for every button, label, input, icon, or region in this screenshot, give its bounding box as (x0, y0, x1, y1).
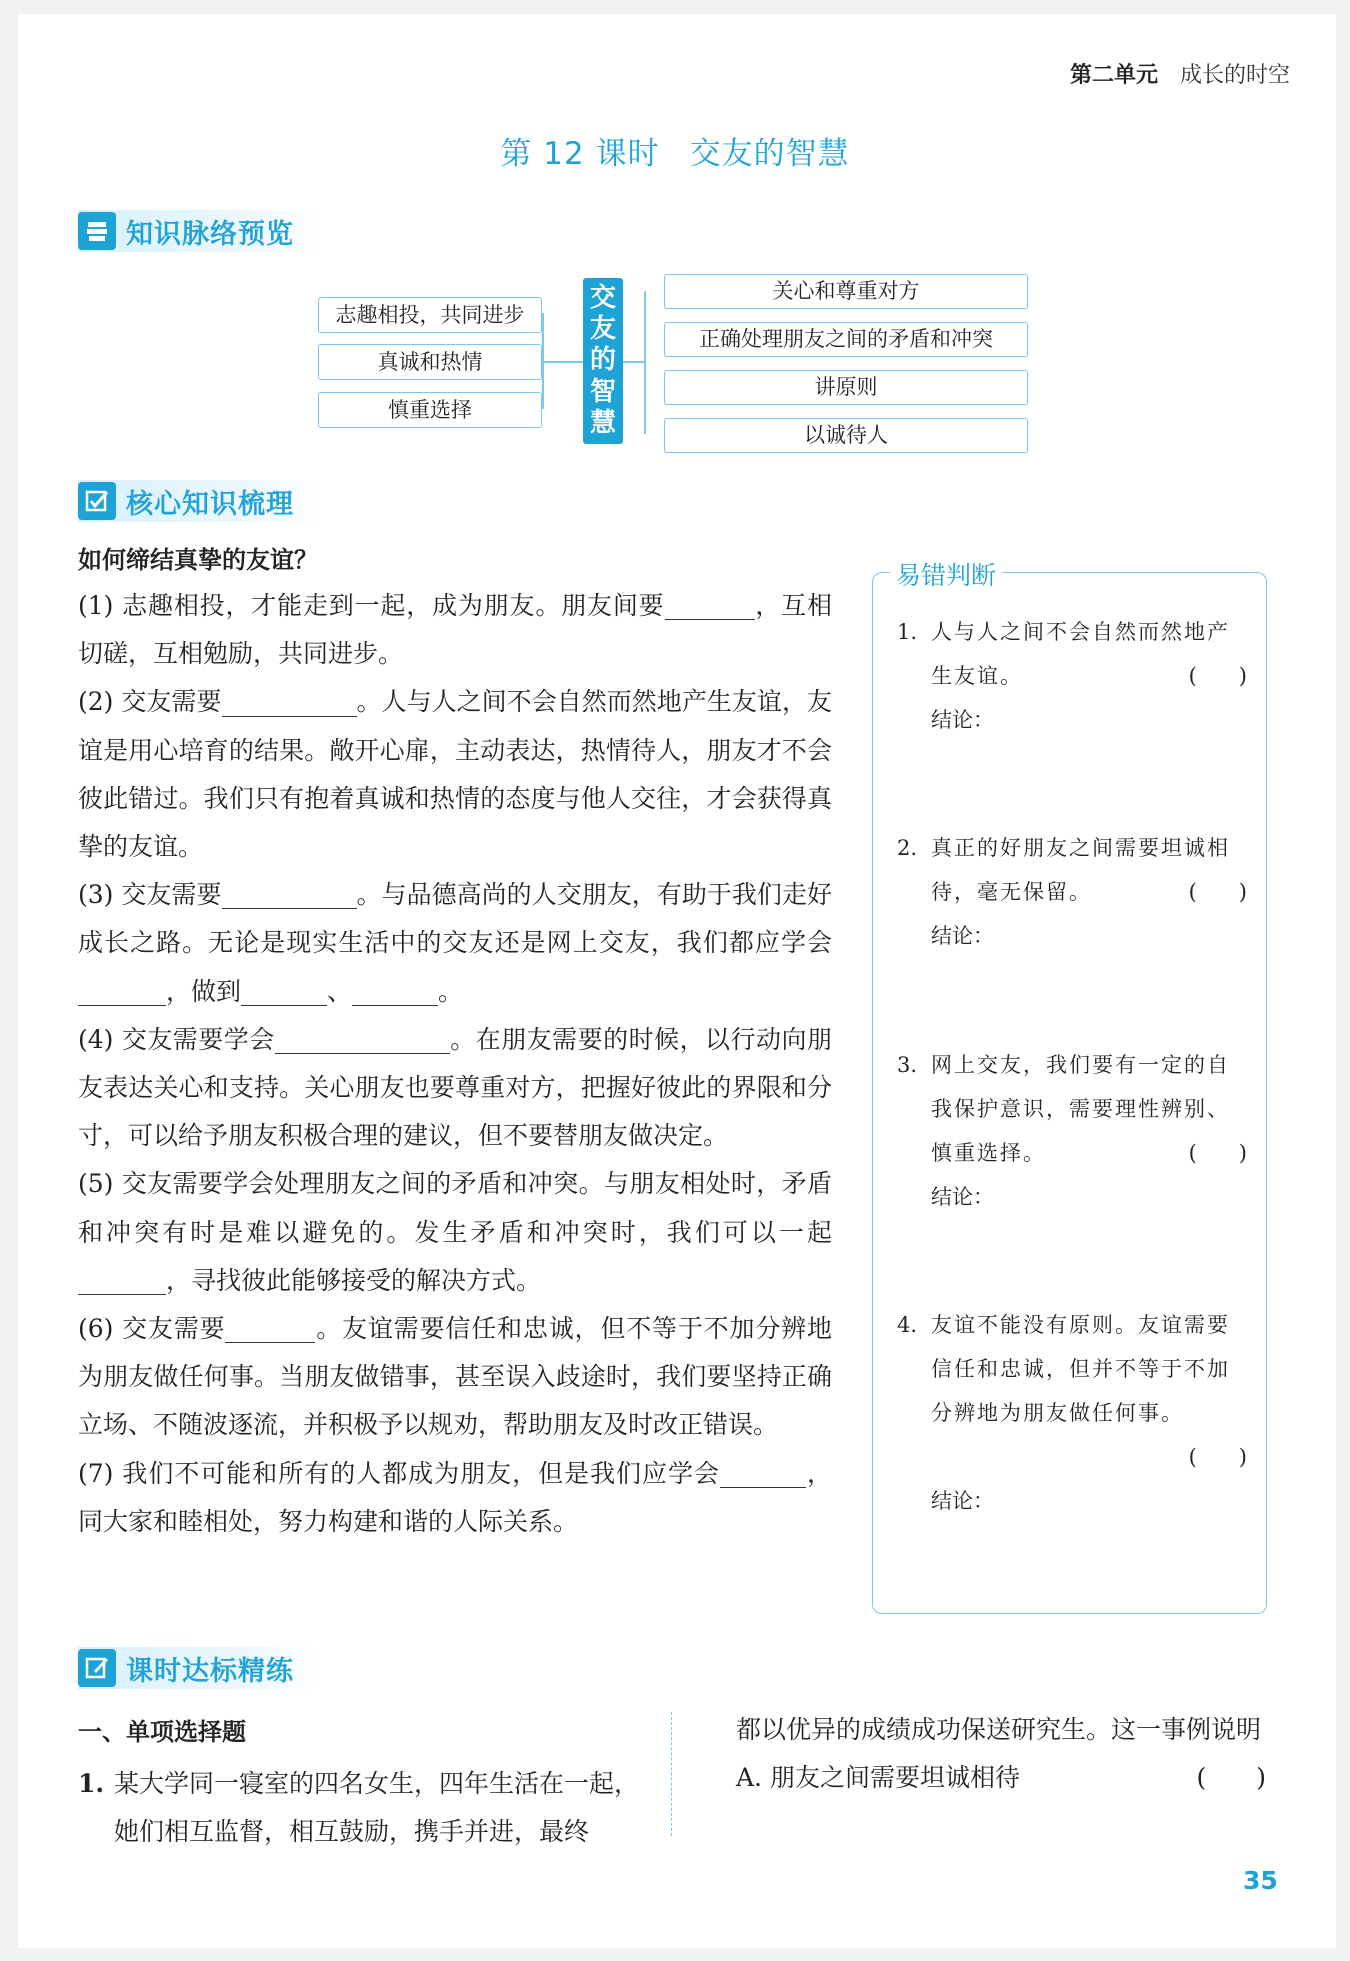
column-divider (671, 1712, 672, 1836)
connector (623, 361, 644, 363)
question-title: 如何缔结真挚的友谊？ (78, 546, 318, 574)
answer-parens[interactable]: ( ) (1188, 1141, 1247, 1165)
question-1: 1. 某大学同一寝室的四名女生，四年生活在一起，她们相互监督，相互鼓励，携手并进，最终 (78, 1769, 640, 1846)
fill-blank[interactable] (78, 979, 166, 1006)
lesson-number: 第 12 课时 (500, 136, 660, 172)
unit-number: 第二单元 (1069, 63, 1158, 88)
section-title: 知识脉络预览 (126, 218, 294, 250)
fill-blank[interactable] (665, 593, 755, 620)
paragraph-3: (3) 交友需要 。与品德高尚的人交朋友，有助于我们走好成长之路。无论是现实生活中的交友还是网上交友，我们都应学会，做到 、 。 (78, 880, 832, 1006)
connector (542, 361, 583, 363)
section-title: 课时达标精练 (126, 1655, 294, 1687)
mindmap-right-node: 正确处理朋友之间的矛盾和冲突 (664, 322, 1028, 357)
option-a[interactable]: A. 朋友之间需要坦诚相待 (736, 1763, 1020, 1792)
fill-blank[interactable] (78, 1268, 166, 1295)
error-item: 2. 真正的好朋友之间需要坦诚相待，毫无保留。 ( ) 结论： (897, 826, 1247, 958)
page-number: 35 (1243, 1866, 1278, 1895)
question-type-heading: 一、单项选择题 (78, 1718, 246, 1746)
paragraph-1: (1) 志趣相投，才能走到一起，成为朋友。朋友间要 ，互相切磋，互相勉励，共同进步。 (78, 591, 832, 669)
fill-blank[interactable] (352, 979, 438, 1006)
section-practice (78, 1647, 324, 1689)
mindmap-right-node: 以诚待人 (664, 418, 1028, 453)
mindmap-left-node: 真诚和热情 (318, 344, 542, 380)
mindmap-center: 交 友 的 智 慧 (583, 278, 623, 444)
error-item: 1. 人与人之间不会自然而然地产生友谊。 ( ) 结论： (897, 610, 1247, 742)
error-judgement-title: 易错判断 (890, 556, 1002, 592)
fill-blank[interactable] (225, 1316, 315, 1343)
section-preview (78, 210, 324, 252)
conclusion-label: 结论： (931, 1489, 994, 1513)
books-icon (78, 212, 116, 250)
fill-blank[interactable] (222, 689, 357, 716)
section-core (78, 480, 324, 522)
answer-parens[interactable]: ( ) (1196, 1763, 1266, 1792)
paragraph-6: (6) 交友需要 。友谊需要信任和忠诚，但不等于不加分辨地为朋友做任何事。当朋友做错事，甚至误入歧途时，我们要坚持正确立场、不随波逐流，并积极予以规劝，帮助朋友及时改正错误。 (78, 1314, 832, 1440)
checkbox-icon (78, 482, 116, 520)
conclusion-label: 结论： (931, 708, 994, 732)
fill-blank[interactable] (275, 1027, 450, 1054)
error-item: 4. 友谊不能没有原则。友谊需要信任和忠诚，但并不等于不加分辨地为朋友做任何事。 ( ) 结论： (897, 1303, 1247, 1523)
question-1-continued: 都以优异的成绩成功保送研究生。这一事例说明 ( ) A. 朋友之间需要坦诚相待 (736, 1706, 1266, 1802)
error-item: 3. 网上交友，我们要有一定的自我保护意识，需要理性辨别、慎重选择。 ( ) 结论： (897, 1043, 1247, 1219)
fill-blank[interactable] (720, 1461, 806, 1488)
paragraph-4: (4) 交友需要学会 。在朋友需要的时候，以行动向朋友表达关心和支持。关心朋友也要尊重对方，把握好彼此的界限和分寸，可以给予朋友积极合理的建议，但不要替朋友做决定。 (78, 1024, 832, 1151)
paragraph-2: (2) 交友需要 。人与人之间不会自然而然地产生友谊，友谊是用心培育的结果。敞开心扉，主动表达，热情待人，朋友才不会彼此错过。我们只有抱着真诚和热情的态度与他人交往，才会获得真挚的友谊。 (78, 687, 832, 862)
lesson-title (0, 128, 1350, 173)
unit-header (1070, 58, 1290, 89)
paragraph-7: (7) 我们不可能和所有的人都成为朋友，但是我们应学会 ，同大家和睦相处，努力构建和谐的人际关系。 (78, 1458, 832, 1536)
conclusion-label: 结论： (931, 924, 994, 948)
mindmap-right-node: 关心和尊重对方 (664, 274, 1028, 309)
unit-title: 成长的时空 (1179, 63, 1290, 88)
answer-parens[interactable]: ( ) (1188, 1445, 1247, 1469)
answer-parens[interactable]: ( ) (1188, 664, 1247, 688)
answer-parens[interactable]: ( ) (1188, 880, 1247, 904)
lesson-name: 交友的智慧 (689, 136, 850, 172)
connector (644, 291, 646, 434)
mindmap-left-node: 志趣相投，共同进步 (318, 297, 542, 333)
pencil-edit-icon (78, 1649, 116, 1687)
fill-blank[interactable] (241, 979, 327, 1006)
mindmap-right-node: 讲原则 (664, 370, 1028, 405)
core-knowledge-text (78, 582, 832, 1546)
mindmap-left-node: 慎重选择 (318, 392, 542, 428)
paragraph-5: (5) 交友需要学会处理朋友之间的矛盾和冲突。与朋友相处时，矛盾和冲突有时是难以避免的。发生矛盾和冲突时，我们可以一起，寻找彼此能够接受的解决方式。 (78, 1169, 832, 1295)
section-title: 核心知识梳理 (126, 488, 294, 520)
conclusion-label: 结论： (931, 1185, 994, 1209)
fill-blank[interactable] (222, 882, 357, 909)
